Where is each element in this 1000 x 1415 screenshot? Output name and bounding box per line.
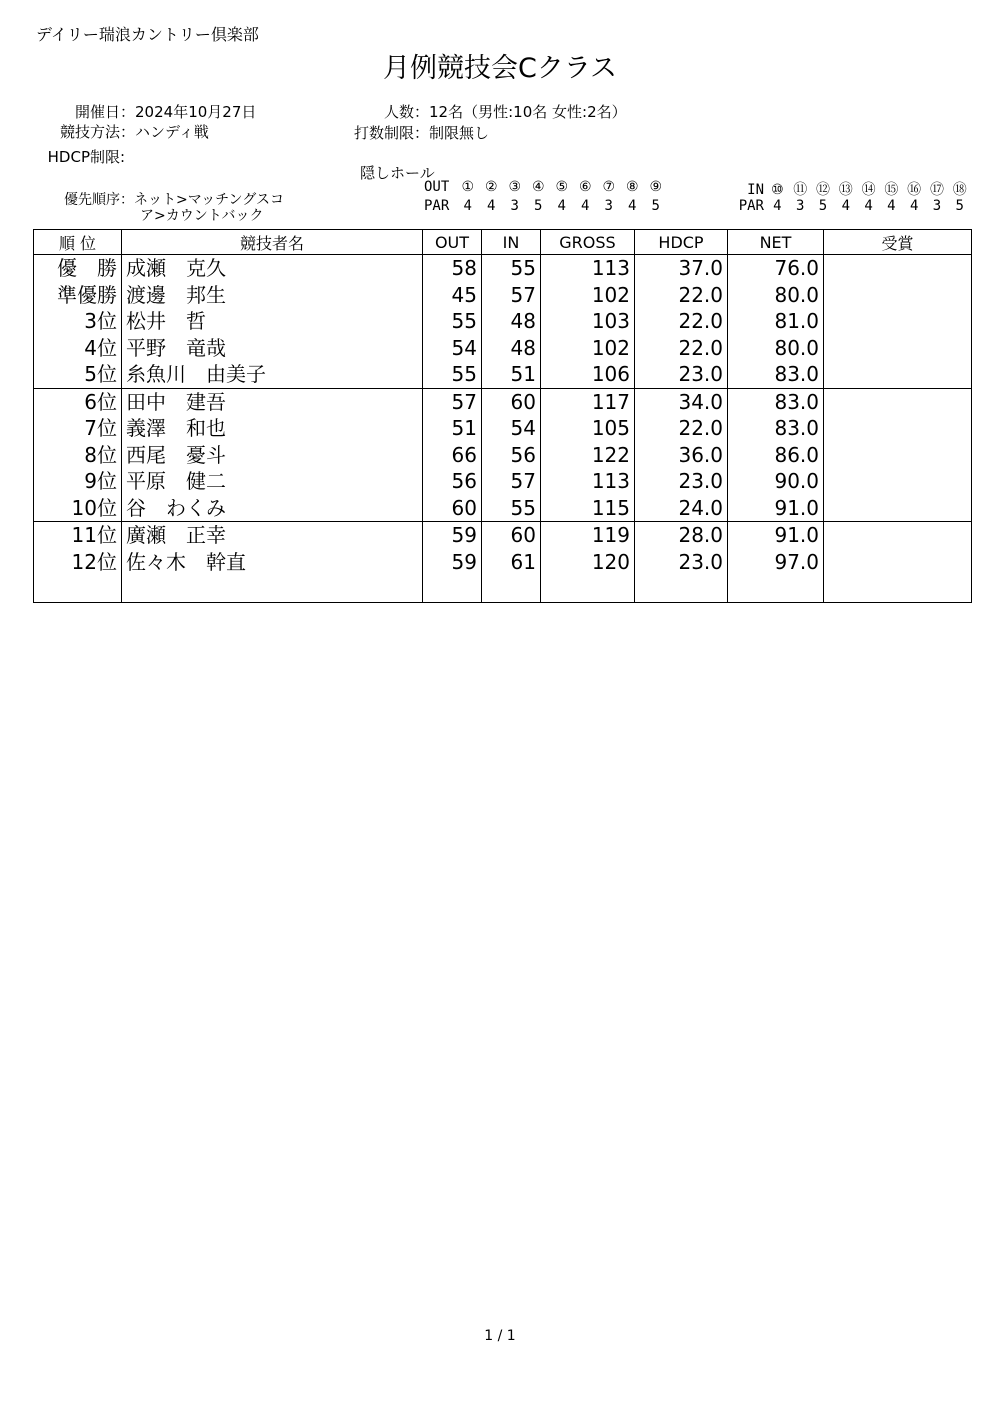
hole-marker: ①	[461, 179, 475, 195]
method-label: 競技方法	[59, 123, 120, 141]
info-limit	[318, 122, 489, 143]
empty-cell	[423, 575, 482, 602]
cell-out: 45	[423, 282, 482, 309]
hole-marker: 3	[795, 198, 805, 214]
cell-in: 55	[482, 495, 541, 522]
hole-marker: 4	[909, 198, 919, 214]
header-name: 競技者名	[122, 230, 423, 255]
cell-gross: 113	[541, 468, 635, 495]
cell-gross: 117	[541, 388, 635, 415]
cell-rank: 優 勝	[34, 255, 122, 282]
table-empty-area	[34, 575, 972, 602]
cell-net: 80.0	[728, 282, 824, 309]
hole-marker: 4	[773, 198, 782, 214]
table-row	[34, 415, 972, 442]
hole-marker: ⑭	[861, 182, 876, 198]
hole-marker: ④	[531, 179, 545, 195]
table-row	[34, 468, 972, 495]
cell-net: 90.0	[728, 468, 824, 495]
in-label: IN	[747, 182, 764, 198]
club-name: デイリー瑞浪カントリー倶楽部	[36, 25, 259, 44]
table-row	[34, 495, 972, 522]
hdcp-label: HDCP制限	[47, 148, 120, 166]
hole-marker: ⑥	[578, 179, 592, 195]
hole-marker: 5	[651, 198, 660, 214]
table-row	[34, 442, 972, 469]
hole-marker: 3	[604, 198, 613, 214]
people-value: 12名（男性:10名 女性:2名）	[429, 103, 627, 121]
page-number: 1 / 1	[484, 1328, 516, 1344]
hole-marker: ⑦	[602, 179, 616, 195]
hole-marker: 4	[581, 198, 590, 214]
hole-marker: ⑤	[555, 179, 569, 195]
cell-award	[824, 335, 972, 362]
cell-name: 義澤 和也	[122, 415, 423, 442]
hole-marker: 4	[463, 198, 472, 214]
sep: :	[120, 148, 126, 166]
hole-marker: ⑨	[649, 179, 663, 195]
cell-rank: 6位	[34, 388, 122, 415]
table-row	[34, 549, 972, 576]
hole-marker: ⑩	[771, 182, 784, 198]
cell-gross: 105	[541, 415, 635, 442]
cell-out: 57	[423, 388, 482, 415]
hole-marker: 5	[818, 198, 828, 214]
cell-in: 56	[482, 442, 541, 469]
cell-out: 51	[423, 415, 482, 442]
hole-marker: 3	[510, 198, 519, 214]
in-holes	[766, 182, 971, 198]
cell-hdcp: 22.0	[635, 282, 728, 309]
hidden-holes-title: 隠しホール	[360, 164, 435, 182]
cell-net: 86.0	[728, 442, 824, 469]
cell-award	[824, 415, 972, 442]
hole-marker: ②	[484, 179, 498, 195]
cell-name: 田中 建吾	[122, 388, 423, 415]
hole-marker: ⑧	[625, 179, 639, 195]
info-hdcp	[24, 146, 125, 167]
cell-out: 66	[423, 442, 482, 469]
cell-name: 糸魚川 由美子	[122, 361, 423, 388]
cell-rank: 4位	[34, 335, 122, 362]
cell-net: 81.0	[728, 308, 824, 335]
info-method	[24, 121, 209, 142]
cell-gross: 102	[541, 335, 635, 362]
empty-cell	[824, 575, 972, 602]
empty-cell	[635, 575, 728, 602]
date-label: 開催日	[74, 103, 120, 121]
cell-award	[824, 308, 972, 335]
out-par-row	[424, 198, 668, 214]
empty-cell	[34, 575, 122, 602]
cell-gross: 119	[541, 522, 635, 549]
hole-marker: 4	[628, 198, 637, 214]
cell-in: 57	[482, 468, 541, 495]
cell-rank: 3位	[34, 308, 122, 335]
hole-marker: 4	[864, 198, 873, 214]
cell-name: 平野 竜哉	[122, 335, 423, 362]
table-row	[34, 255, 972, 282]
cell-in: 51	[482, 361, 541, 388]
cell-name: 廣瀬 正幸	[122, 522, 423, 549]
table-row	[34, 335, 972, 362]
cell-hdcp: 23.0	[635, 549, 728, 576]
cell-in: 54	[482, 415, 541, 442]
table-header-row	[34, 230, 972, 255]
hole-marker: 4	[487, 198, 496, 214]
cell-name: 成瀬 克久	[122, 255, 423, 282]
sep: ：	[414, 103, 430, 121]
cell-name: 平原 健二	[122, 468, 423, 495]
cell-name: 佐々木 幹直	[122, 549, 423, 576]
empty-cell	[482, 575, 541, 602]
cell-net: 80.0	[728, 335, 824, 362]
cell-rank: 11位	[34, 522, 122, 549]
header-hdcp: HDCP	[635, 230, 728, 255]
in-holes-row	[732, 179, 971, 199]
cell-gross: 113	[541, 255, 635, 282]
cell-rank: 5位	[34, 361, 122, 388]
cell-rank: 8位	[34, 442, 122, 469]
limit-label: 打数制限	[353, 124, 414, 142]
cell-in: 57	[482, 282, 541, 309]
hole-marker: 4	[557, 198, 566, 214]
cell-hdcp: 22.0	[635, 335, 728, 362]
table-row	[34, 522, 972, 549]
sep: ：	[414, 124, 430, 142]
cell-in: 61	[482, 549, 541, 576]
cell-rank: 準優勝	[34, 282, 122, 309]
sep: ：	[120, 123, 136, 141]
header-in: IN	[482, 230, 541, 255]
cell-hdcp: 23.0	[635, 361, 728, 388]
cell-net: 83.0	[728, 388, 824, 415]
cell-award	[824, 468, 972, 495]
cell-in: 60	[482, 522, 541, 549]
page-title: 月例競技会Cクラス	[382, 53, 618, 84]
cell-hdcp: 36.0	[635, 442, 728, 469]
hole-marker: ⑬	[838, 182, 853, 198]
cell-award	[824, 522, 972, 549]
cell-net: 83.0	[728, 415, 824, 442]
cell-award	[824, 361, 972, 388]
priority-value-2: ア>カウントバック	[140, 208, 264, 224]
results-table	[33, 229, 972, 603]
table-row	[34, 388, 972, 415]
date-value: 2024年10月27日	[135, 103, 257, 121]
in-par-row	[732, 198, 971, 214]
header-award: 受賞	[824, 230, 972, 255]
table-row	[34, 282, 972, 309]
info-people	[318, 101, 627, 122]
cell-award	[824, 282, 972, 309]
cell-out: 55	[423, 361, 482, 388]
cell-out: 55	[423, 308, 482, 335]
out-pars	[456, 198, 668, 214]
cell-in: 60	[482, 388, 541, 415]
people-label: 人数	[383, 103, 414, 121]
cell-out: 58	[423, 255, 482, 282]
limit-value: 制限無し	[429, 124, 490, 142]
hole-marker: 4	[887, 198, 896, 214]
sep: ：	[120, 103, 136, 121]
cell-in: 48	[482, 335, 541, 362]
cell-award	[824, 388, 972, 415]
cell-rank: 9位	[34, 468, 122, 495]
in-pars	[766, 198, 971, 214]
hole-marker: ③	[508, 179, 522, 195]
hole-marker: ⑯	[907, 182, 922, 198]
cell-in: 48	[482, 308, 541, 335]
cell-award	[824, 255, 972, 282]
method-value: ハンディ戦	[135, 123, 209, 141]
header-net: NET	[728, 230, 824, 255]
cell-award	[824, 442, 972, 469]
cell-rank: 10位	[34, 495, 122, 522]
header-gross: GROSS	[541, 230, 635, 255]
cell-rank: 7位	[34, 415, 122, 442]
cell-out: 60	[423, 495, 482, 522]
cell-name: 西尾 憂斗	[122, 442, 423, 469]
out-label: OUT	[424, 179, 450, 195]
hole-marker: 5	[955, 198, 964, 214]
cell-gross: 122	[541, 442, 635, 469]
cell-out: 59	[423, 549, 482, 576]
cell-out: 56	[423, 468, 482, 495]
out-holes-row	[424, 179, 668, 195]
priority-label: 優先順序	[64, 192, 120, 208]
cell-hdcp: 23.0	[635, 468, 728, 495]
header-out: OUT	[423, 230, 482, 255]
cell-name: 松井 哲	[122, 308, 423, 335]
in-par-label: PAR	[738, 198, 764, 214]
table-row	[34, 308, 972, 335]
cell-net: 91.0	[728, 522, 824, 549]
cell-gross: 115	[541, 495, 635, 522]
cell-award	[824, 549, 972, 576]
hole-marker: ⑰	[929, 182, 944, 198]
hole-marker: 4	[841, 198, 850, 214]
hole-marker: ⑱	[952, 182, 967, 198]
cell-hdcp: 24.0	[635, 495, 728, 522]
cell-net: 91.0	[728, 495, 824, 522]
header-rank: 順 位	[34, 230, 122, 255]
cell-hdcp: 22.0	[635, 415, 728, 442]
priority-value-1: ネット>マッチングスコ	[134, 192, 285, 208]
table-row	[34, 361, 972, 388]
cell-gross: 106	[541, 361, 635, 388]
empty-cell	[541, 575, 635, 602]
cell-net: 83.0	[728, 361, 824, 388]
cell-out: 59	[423, 522, 482, 549]
cell-net: 76.0	[728, 255, 824, 282]
empty-cell	[122, 575, 423, 602]
out-holes	[456, 179, 668, 195]
cell-net: 97.0	[728, 549, 824, 576]
cell-hdcp: 28.0	[635, 522, 728, 549]
cell-rank: 12位	[34, 549, 122, 576]
cell-name: 谷 わくみ	[122, 495, 423, 522]
empty-cell	[728, 575, 824, 602]
cell-name: 渡邊 邦生	[122, 282, 423, 309]
cell-hdcp: 34.0	[635, 388, 728, 415]
cell-hdcp: 22.0	[635, 308, 728, 335]
out-par-label: PAR	[424, 198, 450, 214]
info-date	[24, 101, 256, 122]
cell-gross: 103	[541, 308, 635, 335]
cell-award	[824, 495, 972, 522]
sep: ：	[120, 192, 134, 208]
cell-gross: 102	[541, 282, 635, 309]
cell-hdcp: 37.0	[635, 255, 728, 282]
hole-marker: ⑫	[815, 182, 830, 198]
cell-in: 55	[482, 255, 541, 282]
hole-marker: 5	[534, 198, 543, 214]
hole-marker: ⑮	[884, 182, 899, 198]
cell-out: 54	[423, 335, 482, 362]
cell-gross: 120	[541, 549, 635, 576]
hole-marker: 3	[932, 198, 942, 214]
hole-marker: ⑪	[793, 182, 808, 198]
